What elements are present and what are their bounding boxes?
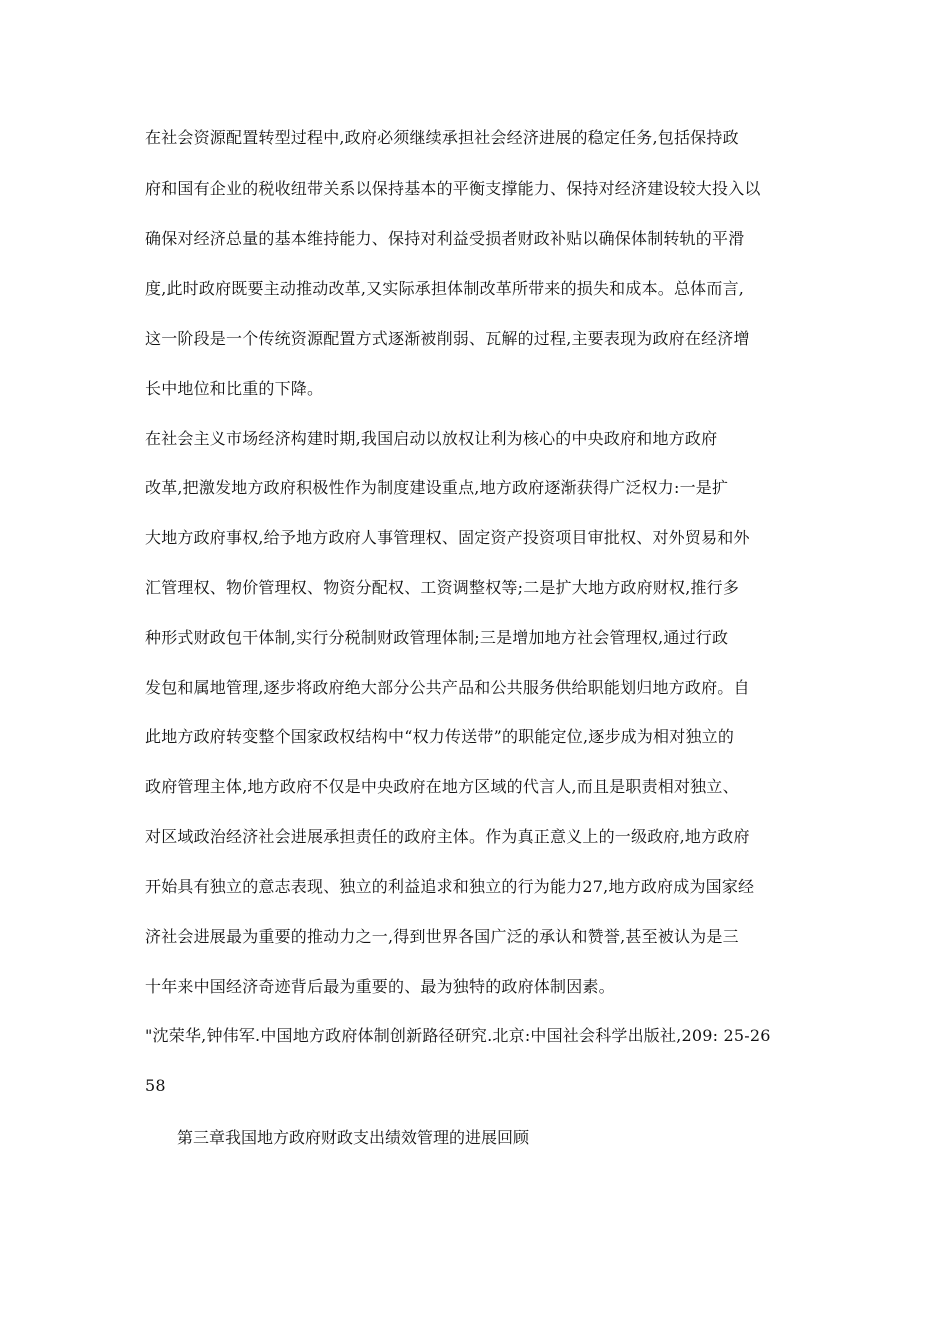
text-line: 十年来中国经济奇迹背后最为重要的、最为独特的政府体制因素。 xyxy=(145,977,615,996)
text-line: 改革,把激发地方政府积极性作为制度建设重点,地方政府逐渐获得广泛权力:一是扩 xyxy=(145,478,729,497)
chapter-heading: 第三章我国地方政府财政支出绩效管理的进展回顾 xyxy=(177,1128,530,1147)
text-line: 确保对经济总量的基本维持能力、保持对利益受损者财政补贴以确保体制转轨的平滑 xyxy=(145,229,745,248)
text-line: 汇管理权、物价管理权、物资分配权、工资调整权等;二是扩大地方政府财权,推行多 xyxy=(145,578,740,597)
text-line: 此地方政府转变整个国家政权结构中“权力传送带”的职能定位,逐步成为相对独立的 xyxy=(145,727,735,746)
text-line: 大地方政府事权,给予地方政府人事管理权、固定资产投资项目审批权、对外贸易和外 xyxy=(145,528,750,547)
text-line: 在社会主义市场经济构建时期,我国启动以放权让利为核心的中央政府和地方政府 xyxy=(145,429,718,448)
footnote: "沈荣华,钟伟军.中国地方政府体制创新路径研究.北京:中国社会科学出版社,209: 25-26 xyxy=(145,1026,771,1045)
page-number: 58 xyxy=(145,1076,166,1095)
text-line: 种形式财政包干体制,实行分税制财政管理体制;三是增加地方社会管理权,通过行政 xyxy=(145,628,729,647)
text-line: 发包和属地管理,逐步将政府绝大部分公共产品和公共服务供给职能划归地方政府。自 xyxy=(145,678,750,697)
text-line: 府和国有企业的税收纽带关系以保持基本的平衡支撑能力、保持对经济建设较大投入以 xyxy=(145,179,761,198)
text-line: 政府管理主体,地方政府不仅是中央政府在地方区域的代言人,而且是职责相对独立、 xyxy=(145,777,739,796)
text-line: 度,此时政府既要主动推动改革,又实际承担体制改革所带来的损失和成本。总体而言, xyxy=(145,279,745,298)
text-line: 这一阶段是一个传统资源配置方式逐渐被削弱、瓦解的过程,主要表现为政府在经济增 xyxy=(145,329,750,348)
text-line: 济社会进展最为重要的推动力之一,得到世界各国广泛的承认和赞誉,甚至被认为是三 xyxy=(145,927,739,946)
text-line: 开始具有独立的意志表现、独立的利益追求和独立的行为能力27,地方政府成为国家经 xyxy=(145,877,755,896)
text-line: 对区域政治经济社会进展承担责任的政府主体。作为真正意义上的一级政府,地方政府 xyxy=(145,827,750,846)
text-line: 在社会资源配置转型过程中,政府必须继续承担社会经济进展的稳定任务,包括保持政 xyxy=(145,128,739,147)
text-line: 长中地位和比重的下降。 xyxy=(145,379,324,398)
